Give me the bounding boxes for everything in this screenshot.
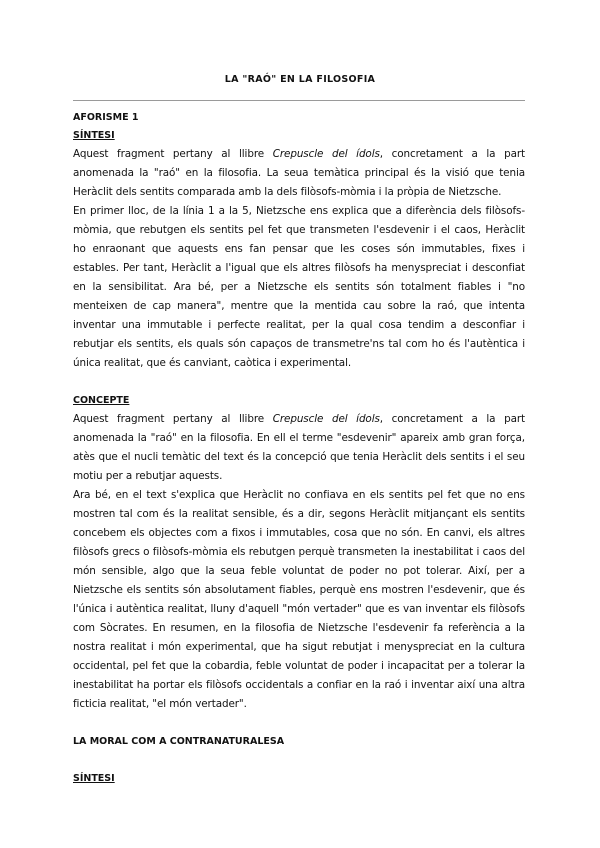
sintesi-paragraph-1: Aquest fragment pertany al llibre Crepuscle del ídols, concretament a la part anomenada la "raó" en la filosofia. La seua temàtica principal és la visió que tenia Heràclit dels sentits comparada amb la dels filòsofs-mòmia i la pròpia de Nietzsche. <box>73 148 525 198</box>
book-title: Crepuscle del ídols <box>272 148 380 160</box>
subheading-concepte: CONCEPTE <box>73 395 130 406</box>
document-title: LA "RAÓ" EN LA FILOSOFIA <box>224 74 376 85</box>
section-heading-moral: LA MORAL COM A CONTRANATURALESA <box>73 736 285 747</box>
spacer <box>73 373 525 392</box>
spacer <box>73 714 525 733</box>
document-body <box>73 109 525 788</box>
title-divider <box>73 100 525 101</box>
section-heading-aforisme: AFORISME 1 <box>73 112 139 123</box>
sintesi-paragraph-2: En primer lloc, de la línia 1 a la 5, Nietzsche ens explica que a diferència dels filòsofs-mòmia, que rebutgen els sentits pel fet que transmeten l'esdevenir i el caos, Heràclit ho enraonant que aquests ens fan pensar que les coses són immutables, fixes i estables. Per tant, Heràclit a l'igual que els altres filòsofs ha menyspreciat i desconfiat en la sensibilitat. Ara bé, per a Nietzsche els sentits són totalment fiables i "no menteixen de cap manera", mentre que la mentida cau sobre la raó, que intenta inventar una immutable i perfecte realitat, per la qual cosa tendim a desconfiar i rebutjar els sentits, els quals són capaços de transmetre'ns tal com ho és l'autèntica i única realitat, que és canviant, caòtica i experimental. <box>73 205 525 369</box>
spacer <box>73 751 525 770</box>
subheading-sintesi: SÍNTESI <box>73 130 115 141</box>
book-title: Crepuscle del ídols <box>272 413 380 425</box>
concepte-paragraph-1: Aquest fragment pertany al llibre Crepuscle del ídols, concretament a la part anomenada la "raó" en la filosofia. En ell el terme "esdevenir" apareix amb gran força, atès que el nucli temàtic del text és la concepció que tenia Heràclit dels sentits i el seu motiu per a rebutjar aquests. <box>73 413 525 482</box>
subheading-sintesi-2: SÍNTESI <box>73 773 115 784</box>
concepte-paragraph-2: Ara bé, en el text s'explica que Heràclit no confiava en els sentits pel fet que no ens mostren tal com és la realitat sensible, és a dir, segons Heràclit mitjançant els sentits concebem els objectes com a fixos i immutables, cosa que no són. En canvi, els altres filòsofs grecs o filòsofs-mòmia els rebutgen perquè transmeten la inestabilitat i caos del món sensible, algo que la seua feble voluntat de poder no pot tolerar. Així, per a Nietzsche els sentits són absolutament fiables, perquè ens mostren l'esdevenir, que és l'única i autèntica realitat, lluny d'aquell "món vertader" que es van inventar els filòsofs com Sòcrates. En resumen, en la filosofia de Nietzsche l'esdevenir fa referència a la nostra realitat i món experimental, que ha sigut rebutjat i menyspreciat en la cultura occidental, pel fet que la cobardia, feble voluntat de poder i incapacitat per a tolerar la inestabilitat ha portar els filòsofs occidentals a confiar en la raó i inventar així una altra ficticia realitat, "el món vertader". <box>73 489 525 710</box>
